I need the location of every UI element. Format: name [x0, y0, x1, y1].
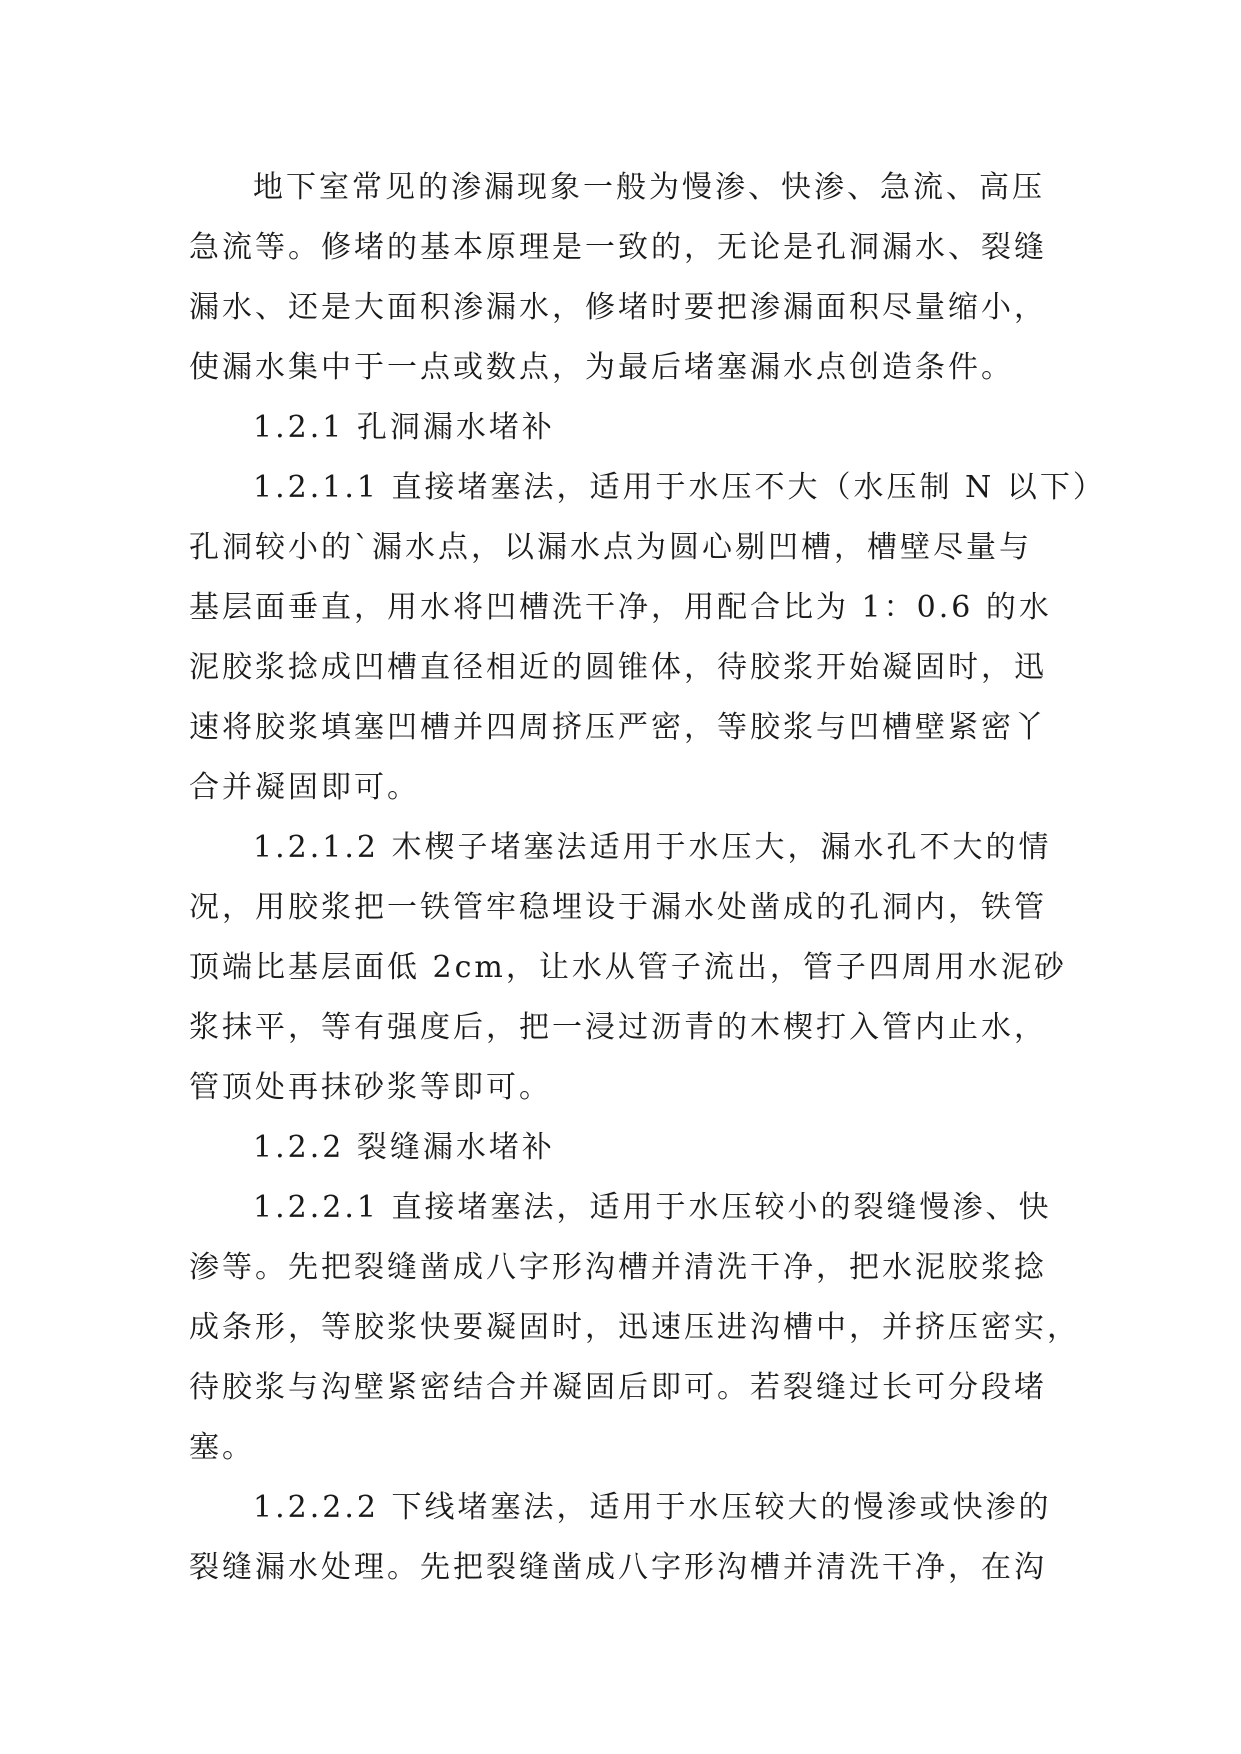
text-line: 漏水、还是大面积渗漏水，修堵时要把渗漏面积尽量缩小， — [189, 290, 1047, 325]
text-line: 基层面垂直，用水将凹槽洗干净，用配合比为 1：0.6 的水 — [189, 590, 1052, 625]
paragraph-intro — [189, 158, 1053, 398]
text-line: 况，用胶浆把一铁管牢稳埋设于漏水处凿成的孔洞内，铁管 — [189, 890, 1047, 925]
text-line: 塞。 — [189, 1430, 255, 1465]
text-line: 裂缝漏水处理。先把裂缝凿成八字形沟槽并清洗干净，在沟 — [189, 1550, 1047, 1585]
text-line: 1.2.2.2 下线堵塞法，适用于水压较大的慢渗或快渗的 — [253, 1490, 1052, 1525]
text-line: 1.2.2 裂缝漏水堵补 — [253, 1130, 555, 1165]
text-line: 急流等。修堵的基本原理是一致的，无论是孔洞漏水、裂缝 — [189, 230, 1047, 265]
section-heading-1-2-1 — [189, 398, 1053, 458]
paragraph-1-2-1-1 — [189, 458, 1106, 818]
paragraph-1-2-1-2 — [189, 818, 1067, 1118]
text-line: 1.2.1 孔洞漏水堵补 — [253, 410, 555, 445]
text-line: 1.2.2.1 直接堵塞法，适用于水压较小的裂缝慢渗、快 — [253, 1190, 1052, 1225]
text-line: 地下室常见的渗漏现象一般为慢渗、快渗、急流、高压 — [253, 170, 1045, 205]
text-line: 待胶浆与沟壁紧密结合并凝固后即可。若裂缝过长可分段堵 — [189, 1370, 1047, 1405]
document-body — [189, 158, 1106, 1598]
text-line: 使漏水集中于一点或数点，为最后堵塞漏水点创造条件。 — [189, 350, 1014, 385]
text-line: 1.2.1.2 木楔子堵塞法适用于水压大，漏水孔不大的情 — [253, 830, 1052, 865]
text-line: 合并凝固即可。 — [189, 770, 420, 805]
text-line: 渗等。先把裂缝凿成八字形沟槽并清洗干净，把水泥胶浆捻 — [189, 1250, 1047, 1285]
text-line: 顶端比基层面低 2cm，让水从管子流出，管子四周用水泥砂 — [189, 950, 1067, 985]
text-line: 孔洞较小的`漏水点，以漏水点为圆心剔凹槽，槽壁尽量与 — [189, 530, 1032, 565]
section-heading-1-2-2 — [189, 1118, 1053, 1178]
paragraph-1-2-2-2 — [189, 1478, 1053, 1598]
text-line: 1.2.1.1 直接堵塞法，适用于水压不大（水压制 N 以下） — [253, 470, 1106, 505]
text-line: 泥胶浆捻成凹槽直径相近的圆锥体，待胶浆开始凝固时，迅 — [189, 650, 1047, 685]
text-line: 成条形，等胶浆快要凝固时，迅速压进沟槽中，并挤压密实， — [189, 1310, 1080, 1345]
text-line: 浆抹平，等有强度后，把一浸过沥青的木楔打入管内止水， — [189, 1010, 1047, 1045]
text-line: 速将胶浆填塞凹槽并四周挤压严密，等胶浆与凹槽壁紧密丫 — [189, 710, 1047, 745]
paragraph-1-2-2-1 — [189, 1178, 1080, 1478]
text-line: 管顶处再抹砂浆等即可。 — [189, 1070, 552, 1105]
